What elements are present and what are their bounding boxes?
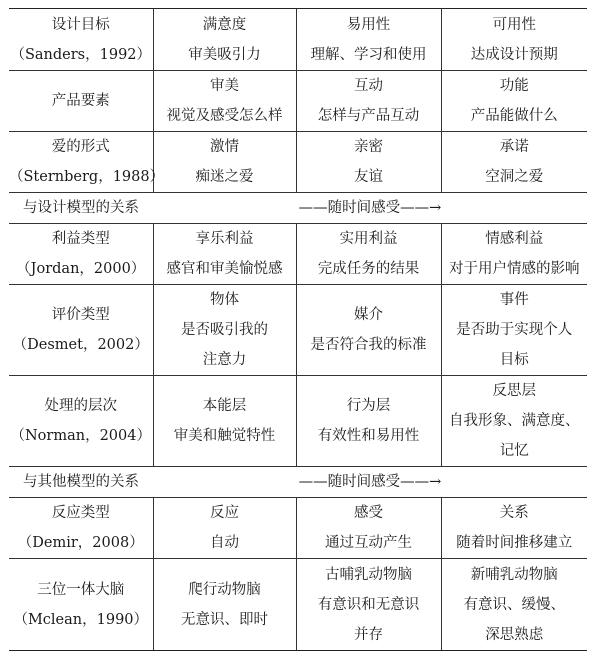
row-header-cell [9, 224, 153, 285]
cell-text-line: 三位一体大脑 [37, 581, 125, 598]
row-header-cell [9, 285, 153, 376]
table-cell [153, 559, 296, 651]
cell-text-line: 审美和触觉特性 [173, 428, 276, 444]
relation-label: 与其他模型的关系 [23, 474, 139, 490]
cell-text-line: 有意识和无意识 [317, 596, 420, 613]
cell-text-line: 有意识、缓慢、 [463, 596, 565, 613]
table-cell [296, 376, 441, 467]
cell-text-line: 是否吸引我的 [181, 322, 268, 338]
theory-comparison-table [9, 8, 587, 651]
cell-text-line: （Demir，2008） [17, 535, 144, 551]
table-row [9, 376, 587, 467]
cell-text-line: 怎样与产品互动 [317, 108, 420, 124]
table-row [9, 224, 587, 285]
cell-text-line: （Jordan，2000） [16, 261, 146, 277]
table-cell [441, 498, 587, 559]
cell-text-line: 激情 [210, 139, 239, 155]
cell-text-line: 注意力 [202, 352, 247, 368]
table-row [9, 71, 587, 132]
table-cell [153, 224, 296, 285]
cell-text-line: 达成设计预期 [470, 46, 558, 63]
time-arrow-text: ——随时间感受——→ [298, 474, 442, 490]
cell-text-line: 反思层 [492, 383, 536, 399]
cell-text-line: 易用性 [346, 16, 391, 33]
cell-text-line: 完成任务的结果 [317, 261, 420, 277]
cell-text-line: 媒介 [354, 307, 383, 323]
cell-text-line: 自我形象、满意度、 [449, 413, 580, 429]
cell-text-line: 爬行动物脑 [188, 581, 261, 598]
cell-text-line: 深思熟虑 [485, 626, 544, 643]
table-cell [296, 224, 441, 285]
table-row [9, 9, 587, 71]
cell-text-line: （Norman，2004） [10, 428, 151, 444]
table-row [9, 498, 587, 559]
table-cell [153, 285, 296, 376]
cell-text-line: 友谊 [354, 169, 383, 185]
cell-text-line: 产品要素 [51, 93, 110, 109]
cell-text-line: 设计目标 [51, 16, 110, 33]
table-row [9, 132, 587, 193]
cell-text-line: 痴迷之爱 [195, 169, 254, 185]
cell-text-line: 反应 [210, 505, 239, 521]
table-cell [441, 224, 587, 285]
cell-text-line: 享乐利益 [195, 231, 254, 247]
cell-text-line: 并存 [354, 626, 383, 643]
cell-text-line: 物体 [210, 292, 239, 308]
cell-text-line: 满意度 [202, 16, 247, 33]
cell-text-line: 无意识、即时 [181, 611, 268, 628]
cell-text-line: 审美 [210, 78, 239, 94]
cell-text-line: 评价类型 [51, 307, 110, 323]
relation-label: 与设计模型的关系 [23, 200, 139, 216]
cell-text-line: 可用性 [492, 16, 536, 33]
cell-text-line: （Desmet，2002） [12, 337, 149, 353]
table-cell [153, 376, 296, 467]
cell-text-line: 目标 [499, 352, 529, 368]
cell-text-line: 随着时间推移建立 [456, 535, 573, 551]
table-cell [441, 285, 587, 376]
cell-text-line: 新哺乳动物脑 [470, 566, 558, 583]
cell-text-line: 事件 [499, 292, 529, 308]
table-row [9, 467, 587, 498]
time-arrow-text: ——随时间感受——→ [298, 200, 442, 216]
cell-text-line: 关系 [499, 505, 529, 521]
cell-text-line: 亲密 [354, 139, 383, 155]
table-cell [153, 9, 296, 71]
cell-text-line: （Mclean，1990） [13, 611, 149, 628]
cell-text-line: 是否符合我的标准 [310, 337, 427, 353]
table-cell [296, 285, 441, 376]
table-body [9, 9, 587, 651]
cell-text-line: 处理的层次 [44, 398, 117, 414]
table-cell [296, 132, 441, 193]
cell-text-line: 感官和审美愉悦感 [166, 261, 283, 277]
cell-text-line: 行为层 [346, 398, 391, 414]
row-header-cell [9, 132, 165, 193]
table-cell [153, 132, 296, 193]
cell-text-line: 古哺乳动物脑 [325, 566, 412, 583]
row-header-cell [9, 559, 153, 651]
table-cell [153, 71, 296, 132]
table-cell [153, 498, 296, 559]
table-cell [441, 559, 587, 651]
table-cell [296, 498, 441, 559]
cell-text-line: （Sanders，1992） [10, 46, 152, 63]
cell-text-line: 产品能做什么 [470, 108, 558, 124]
row-header-cell [9, 9, 153, 71]
cell-text-line: 互动 [354, 78, 383, 94]
row-header-cell [9, 71, 153, 132]
table-row [9, 559, 587, 651]
cell-text-line: 理解、学习和使用 [310, 46, 427, 63]
cell-text-line: 实用利益 [339, 231, 398, 247]
table-cell [441, 71, 587, 132]
cell-text-line: 感受 [354, 505, 383, 521]
time-arrow-cell [153, 193, 587, 224]
relation-label-cell [9, 467, 153, 498]
cell-text-line: 自动 [210, 535, 239, 551]
table-cell [296, 71, 441, 132]
cell-text-line: 反应类型 [51, 505, 110, 521]
cell-text-line: 功能 [499, 78, 529, 94]
cell-text-line: 空洞之爱 [485, 169, 544, 185]
table-cell [296, 9, 441, 71]
table-cell [441, 9, 587, 71]
table-cell [441, 132, 587, 193]
cell-text-line: 利益类型 [51, 231, 110, 247]
cell-text-line: （Sternberg，1988） [9, 169, 165, 185]
cell-text-line: 对于用户情感的影响 [449, 261, 580, 277]
cell-text-line: 视觉及感受怎么样 [166, 108, 283, 124]
cell-text-line: 情感利益 [485, 231, 544, 247]
cell-text-line: 记忆 [499, 443, 529, 459]
table-row [9, 285, 587, 376]
table-row [9, 193, 587, 224]
table-cell [441, 376, 587, 467]
cell-text-line: 审美吸引力 [188, 46, 261, 63]
table-cell [296, 559, 441, 651]
cell-text-line: 承诺 [499, 139, 529, 155]
relation-label-cell [9, 193, 153, 224]
time-arrow-cell [153, 467, 587, 498]
cell-text-line: 有效性和易用性 [317, 428, 420, 444]
cell-text-line: 通过互动产生 [325, 535, 412, 551]
row-header-cell [9, 376, 153, 467]
cell-text-line: 爱的形式 [51, 139, 110, 155]
cell-text-line: 本能层 [202, 398, 247, 414]
row-header-cell [9, 498, 153, 559]
cell-text-line: 是否助于实现个人 [456, 322, 573, 338]
